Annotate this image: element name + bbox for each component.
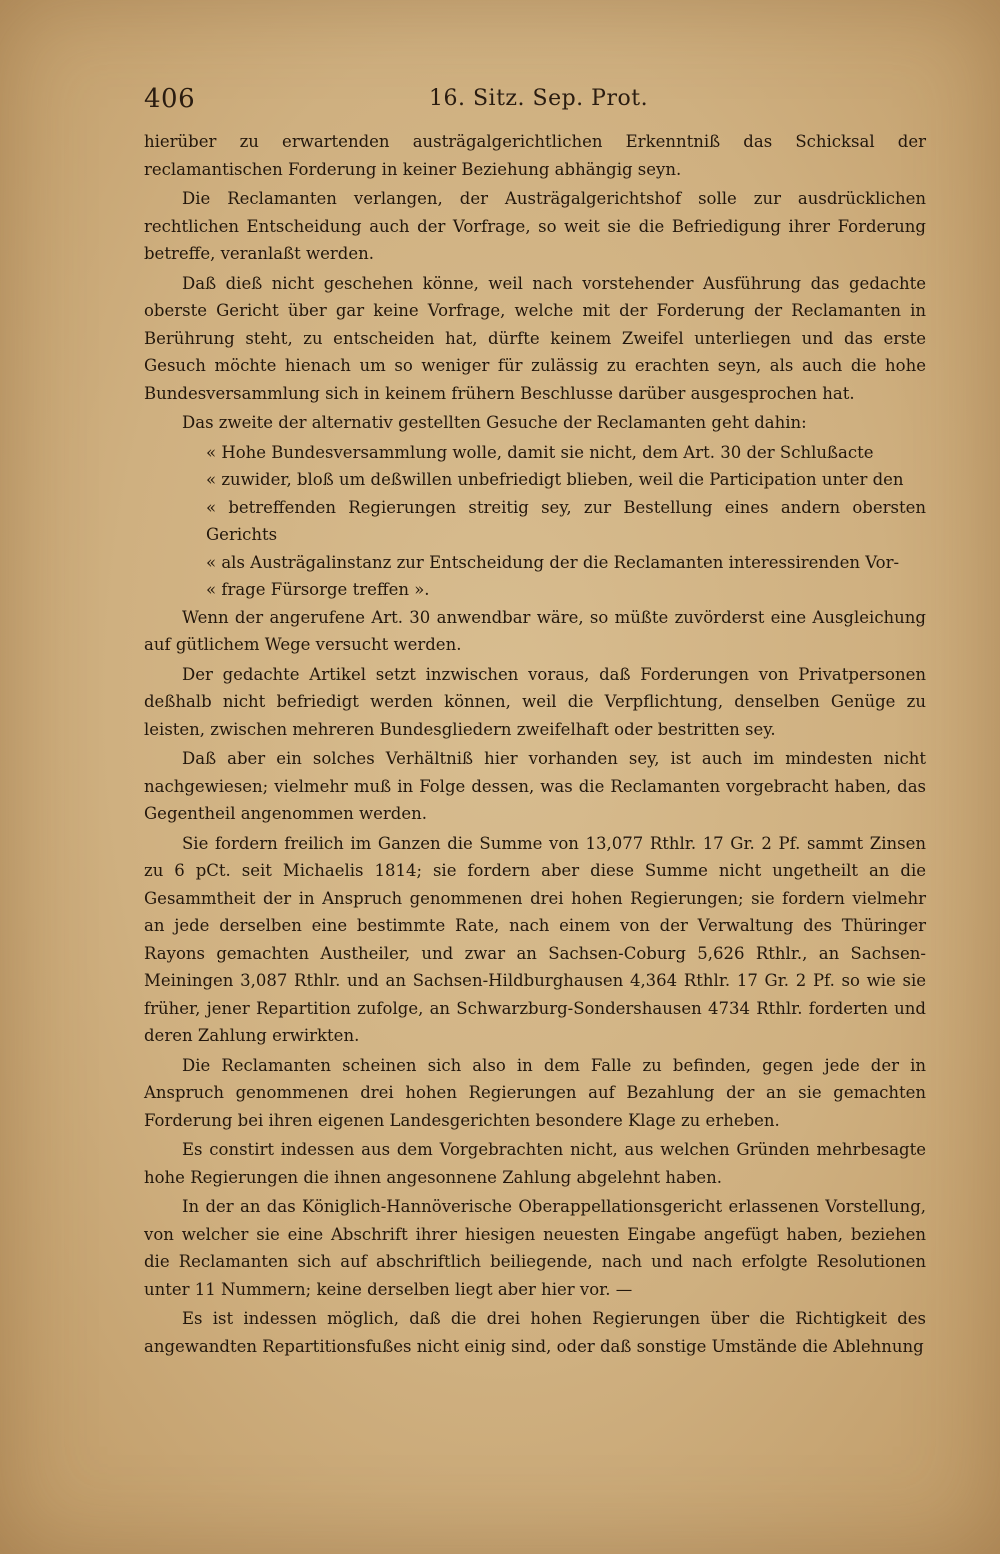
page-number: 406: [144, 84, 196, 114]
paragraph: Es constirt indessen aus dem Vorgebrachten nicht, aus welchen Gründen mehrbesagte hohe Regierungen die ihnen angesonnene Zahlung abgelehnt haben.: [144, 1140, 926, 1187]
paragraph: Der gedachte Artikel setzt inzwischen voraus, daß Forderungen von Privatpersonen deßhalb nicht befriedigt werden können, weil die Verpflichtung, denselben Genüge zu leisten, zwischen mehreren Bundesgliedern zweifelhaft oder bestritten sey.: [144, 664, 926, 739]
paragraph: In der an das Königlich-Hannöverische Oberappellationsgericht erlassenen Vorstellung, von welcher sie eine Abschrift ihrer hiesigen neuesten Eingabe angefügt haben, beziehen die Reclamanten sich auf abschriftlich beiliegende, nach und nach erfolgte Resolutionen unter 11 Nummern; keine derselben liegt aber hier vor. —: [144, 1197, 926, 1299]
paragraph: Daß dieß nicht geschehen könne, weil nach vorstehender Ausführung das gedachte oberste Gericht über gar keine Vorfrage, welche mit der Forderung der Reclamanten in Berührung steht, zu entscheiden hat, dürfte keinem Zweifel unterliegen und das erste Gesuch möchte hienach um so weniger für zulässig zu erachten seyn, als auch die hohe Bundesversammlung sich in keinem frühern Beschlusse darüber ausgesprochen hat.: [144, 273, 926, 403]
paragraph: Die Reclamanten scheinen sich also in dem Falle zu befinden, gegen jede der in Anspruch genommenen drei hohen Regierungen auf Bezahlung der an sie gemachten Forderung bei ihren eigenen Landesgerichten besondere Klage zu erheben.: [144, 1055, 926, 1130]
page-header: [144, 84, 924, 120]
quote-line: « betreffenden Regierungen streitig sey, zur Bestellung eines andern obersten Gerichts: [206, 497, 926, 544]
quote-line: « zuwider, bloß um deßwillen unbefriedigt blieben, weil die Participation unter den: [206, 470, 904, 489]
paragraph: Das zweite der alternativ gestellten Gesuche der Reclamanten geht dahin:: [182, 413, 807, 432]
paragraph: Daß aber ein solches Verhältniß hier vorhanden sey, ist auch im mindesten nicht nachgewiesen; vielmehr muß in Folge dessen, was die Reclamanten vorgebracht haben, das Gegentheil angenommen werden.: [144, 749, 926, 823]
quote-line: « frage Fürsorge treffen ».: [206, 580, 430, 599]
paragraph: Es ist indessen möglich, daß die drei hohen Regierungen über die Richtigkeit des angewandten Repartitionsfußes nicht einig sind, oder daß sonstige Umstände die Ablehnung: [144, 1309, 926, 1356]
quote-line: « als Austrägalinstanz zur Entscheidung der die Reclamanten interessirenden Vor-: [206, 552, 900, 572]
quoted-petition: [144, 439, 926, 604]
paragraph: Die Reclamanten verlangen, der Austrägalgerichtshof solle zur ausdrücklichen rechtlichen Entscheidung auch der Vorfrage, so weit sie die Befriedigung ihrer Forderung betreffe, veranlaßt werden.: [144, 189, 926, 263]
paragraph: Sie fordern freilich im Ganzen die Summe von 13,077 Rthlr. 17 Gr. 2 Pf. sammt Zinsen zu 6 pCt. seit Michaelis 1814; sie fordern aber diese Summe nicht ungetheilt an die Gesammtheit der in Anspruch genommenen drei hohen Regierungen; sie fordern vielmehr an jede derselben eine bestimmte Rate, nach einem von der Verwaltung des Thüringer Rayons gemachten Austheiler, und zwar an Sachsen-Coburg 5,626 Rthlr., an Sachsen-Meiningen 3,087 Rthlr. und an Sachsen-Hildburghausen 4,364 Rthlr. 17 Gr. 2 Pf. so wie sie früher, jener Repartition zufolge, an Schwarzburg-Sondershausen 4734 Rthlr. forderten und deren Zahlung erwirkten.: [144, 833, 926, 1045]
body-text: [144, 128, 926, 1362]
paragraph: hierüber zu erwartenden austrägalgerichtlichen Erkenntniß das Schicksal der reclamantischen Forderung in keiner Beziehung abhängig seyn.: [144, 132, 926, 179]
paragraph: Wenn der angerufene Art. 30 anwendbar wäre, so müßte zuvörderst eine Ausgleichung auf gütlichem Wege versucht werden.: [144, 607, 926, 654]
running-head: 16. Sitz. Sep. Prot.: [429, 86, 649, 111]
quote-line: « Hohe Bundesversammlung wolle, damit sie nicht, dem Art. 30 der Schlußacte: [206, 442, 874, 462]
